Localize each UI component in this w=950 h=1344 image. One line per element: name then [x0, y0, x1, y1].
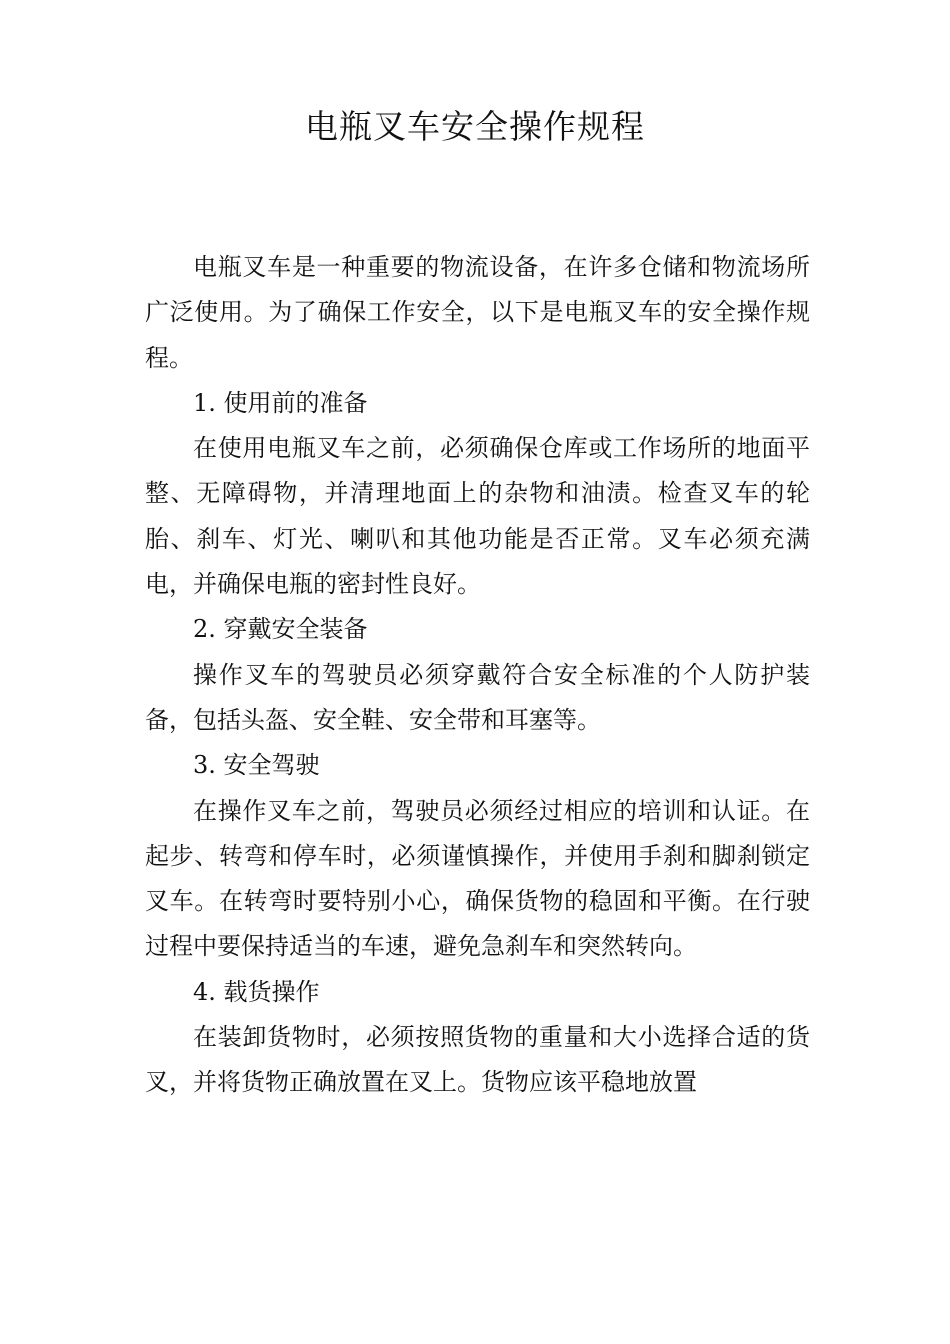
document-title: 电瓶叉车安全操作规程	[305, 107, 645, 146]
section-heading-loading: 4. 载货操作	[193, 977, 320, 1006]
section-heading-preparation: 1. 使用前的准备	[193, 388, 368, 417]
section-paragraph-loading: 在装卸货物时，必须按照货物的重量和大小选择合适的货叉，并将货物正确放置在叉上。货物应该平稳地放置	[145, 1023, 810, 1097]
intro-paragraph: 电瓶叉车是一种重要的物流设备，在许多仓储和物流场所广泛使用。为了确保工作安全，以下是电瓶叉车的安全操作规程。	[145, 253, 810, 372]
section-paragraph-preparation: 在使用电瓶叉车之前，必须确保仓库或工作场所的地面平整、无障碍物，并清理地面上的杂物和油渍。检查叉车的轮胎、刹车、灯光、喇叭和其他功能是否正常。叉车必须充满电，并确保电瓶的密封性良好。	[145, 434, 810, 599]
document-body	[145, 245, 810, 1106]
section-heading-safety-gear: 2. 穿戴安全装备	[193, 615, 368, 644]
section-paragraph-safety-gear: 操作叉车的驾驶员必须穿戴符合安全标准的个人防护装备，包括头盔、安全鞋、安全带和耳塞等。	[145, 660, 810, 734]
section-paragraph-safe-driving: 在操作叉车之前，驾驶员必须经过相应的培训和认证。在起步、转弯和停车时，必须谨慎操作，并使用手刹和脚刹锁定叉车。在转弯时要特别小心，确保货物的稳固和平衡。在行驶过程中要保持适当的车速，避免急刹车和突然转向。	[145, 796, 810, 961]
section-heading-safe-driving: 3. 安全驾驶	[193, 751, 320, 780]
